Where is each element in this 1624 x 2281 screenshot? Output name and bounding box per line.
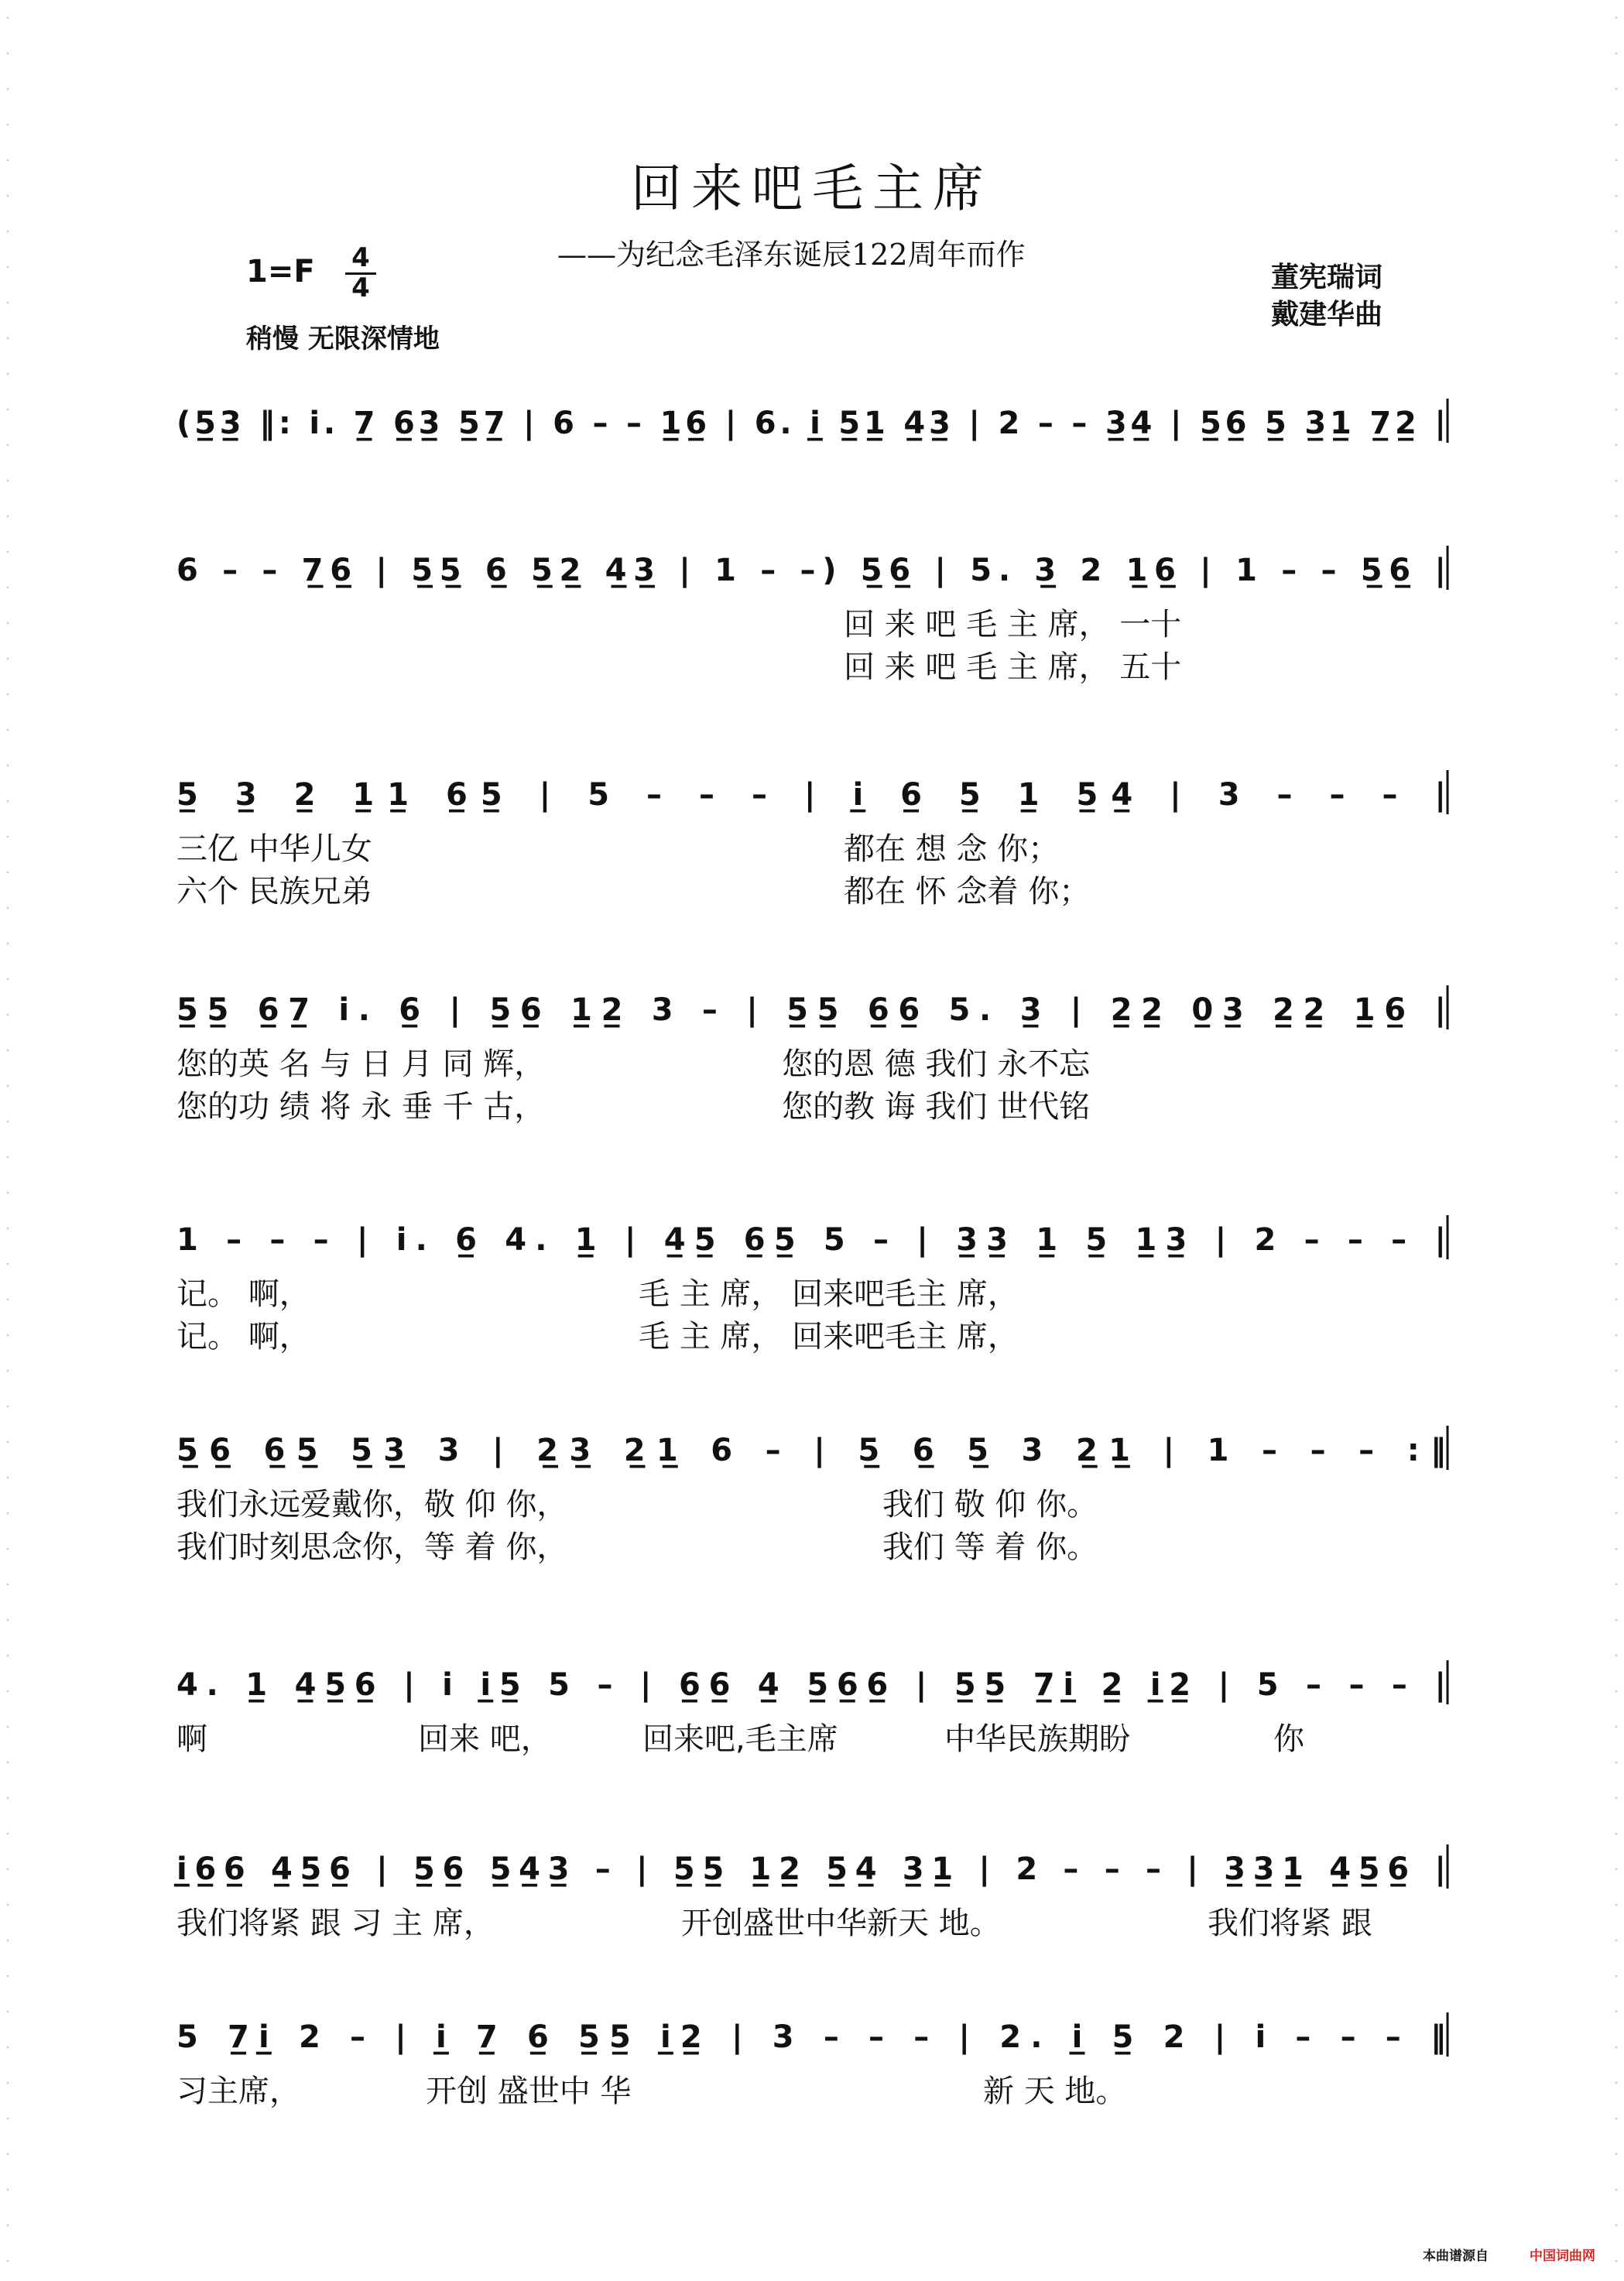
lyric-line-8-2: 开创盛世中华新天 地。 (681, 1906, 1001, 1941)
lyric-line-2-1: 回 来 吧 毛 主 席， 一十 (844, 607, 1182, 642)
lyric-line-3-4: 都在 怀 念着 你； (844, 874, 1091, 909)
lyric-line-3-1: 三亿 中华儿女 (176, 831, 372, 867)
lyric-line-7-3: 回来吧,毛主席 (642, 1721, 838, 1757)
key-signature: 1=F (246, 254, 315, 289)
lyric-line-7-4: 中华民族期盼 (944, 1721, 1130, 1757)
lyric-line-6-3: 我们 敬 仰 你。 (882, 1487, 1098, 1522)
lyric-line-6-2: 我们时刻思念你，等 着 你， (176, 1529, 568, 1565)
time-signature-top: 4 (345, 245, 376, 275)
lyric-line-2-2: 回 来 吧 毛 主 席， 五十 (844, 649, 1182, 685)
notation-line-5: 1 – – – | i. 6̲ 4. 1̲ | 4̲5̲ 6̲5̲ 5 – | 3̲3̲ 1̲ 5̲ 1̲3̲ | 2 – – – | (176, 1222, 1447, 1258)
notation-line-7: 4. 1̲ 4̲5̲6̲ | i i̲5̲ 5 – | 6̲6̲ 4̲ 5̲6̲6̲ | 5̲5̲ 7̲i̲ 2̲ i̲2̲ | 5 – – – | (176, 1667, 1446, 1703)
lyric-line-6-4: 我们 等 着 你。 (882, 1529, 1098, 1565)
footer-site-logo: 中国词曲网 (1530, 2248, 1595, 2264)
lyric-line-9-2: 开创 盛世中 华 (426, 2074, 632, 2109)
lyric-line-4-1: 您的英 名 与 日 月 同 辉， (176, 1046, 546, 1082)
notation-line-2: 6 – – 7̲6̲ | 5̲5̲ 6̲ 5̲2̲ 4̲3̲ | 1 – –) 5̲6̲ | 5. 3̲ 2 1̲6̲ | 1 – – 5̲6̲ | (176, 553, 1446, 588)
lyric-line-5-4: 毛 主 席， 回来吧毛主 席， (639, 1319, 1019, 1355)
song-title: 回来吧毛主席 (631, 159, 993, 218)
lyric-line-5-2: 记。 啊， (176, 1319, 310, 1355)
notation-line-4: 5̲5̲ 6̲7̲ i. 6̲ | 5̲6̲ 1̲2̲ 3 – | 5̲5̲ 6̲6̲ 5. 3̲ | 2̲2̲ 0̲3̲ 2̲2̲ 1̲6̲ | (176, 992, 1446, 1028)
lyric-line-7-1: 啊 (176, 1721, 207, 1757)
composer-credit: 戴建华曲 (1271, 299, 1383, 331)
footer-source-label: 本曲谱源自 (1423, 2248, 1489, 2264)
lyric-line-8-3: 我们将紧 跟 (1208, 1906, 1372, 1941)
notation-line-1: (5̲3̲ ‖: i. 7̲ 6̲3̲ 5̲7̲ | 6 – – 1̲6̲ | 6. i̲ 5̲1̲ 4̲3̲ | 2 – – 3̲4̲ | 5̲6̲ 5̲ 3̲1̲ 7̲2̲ | (176, 406, 1446, 441)
notation-line-9: 5 7̲i̲ 2 – | i̲ 7̲ 6̲ 5̲5̲ i̲2̲ | 3 – – – | 2. i̲ 5̲ 2 | i – – – ‖ (176, 2019, 1446, 2055)
lyric-line-8-1: 我们将紧 跟 习 主 席， (176, 1906, 495, 1941)
lyric-line-3-2: 六个 民族兄弟 (176, 874, 372, 909)
lyric-line-6-1: 我们永远爱戴你，敬 仰 你， (176, 1487, 568, 1522)
lyric-line-7-5: 你 (1273, 1721, 1304, 1757)
song-subtitle: ——为纪念毛泽东诞辰122周年而作 (557, 238, 1026, 272)
lyric-line-3-3: 都在 想 念 你； (844, 831, 1060, 867)
notation-line-3: 5̲ 3̲ 2̲ 1̲1̲ 6̲5̲ | 5 – – – | i̲ 6̲ 5̲ 1̲ 5̲4̲ | 3 – – – | (176, 777, 1446, 813)
lyric-line-4-4: 您的教 诲 我们 世代铭 (782, 1089, 1091, 1125)
lyric-line-5-1: 记。 啊， (176, 1276, 310, 1312)
notation-line-6: 5̲6̲ 6̲5̲ 5̲3̲ 3 | 2̲3̲ 2̲1̲ 6 – | 5̲ 6̲ 5̲ 3 2̲1̲ | 1 – – – :‖ (176, 1433, 1447, 1468)
lyric-line-9-1: 习主席， (176, 2074, 300, 2109)
lyricist-credit: 董宪瑞词 (1271, 262, 1383, 293)
lyric-line-7-2: 回来 吧， (418, 1721, 552, 1757)
tempo-marking: 稍慢 无限深情地 (246, 324, 440, 354)
notation-line-8: i̲6̲6̲ 4̲5̲6̲ | 5̲6̲ 5̲4̲3̲ – | 5̲5̲ 1̲2̲ 5̲4̲ 3̲1̲ | 2 – – – | 3̲3̲1̲ 4̲5̲6̲ | (176, 1851, 1446, 1887)
lyric-line-4-2: 您的功 绩 将 永 垂 千 古， (176, 1089, 546, 1125)
lyric-line-9-3: 新 天 地。 (983, 2074, 1127, 2109)
time-signature-bottom: 4 (351, 272, 370, 303)
lyric-line-5-3: 毛 主 席， 回来吧毛主 席， (639, 1276, 1019, 1312)
lyric-line-4-3: 您的恩 德 我们 永不忘 (782, 1046, 1091, 1082)
